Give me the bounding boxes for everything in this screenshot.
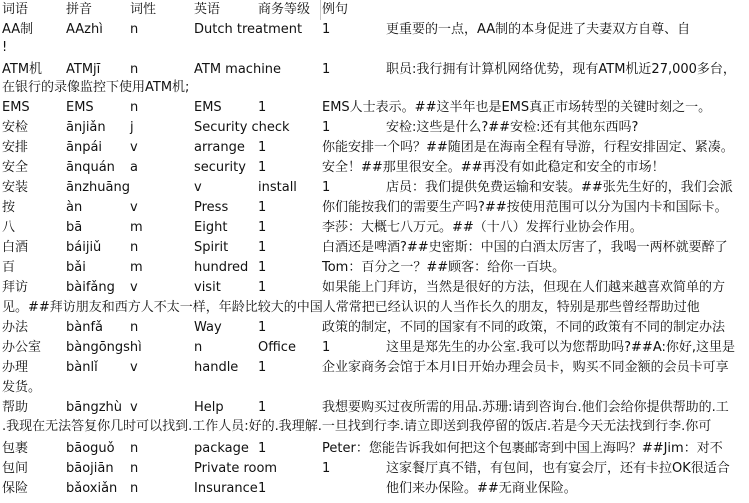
cell-pinyin[interactable]: àn	[66, 200, 83, 215]
cell-english[interactable]: install	[258, 180, 297, 195]
cell-english[interactable]: Way	[194, 320, 222, 335]
table-row	[0, 60, 749, 80]
table-row	[0, 258, 749, 278]
table-row	[0, 278, 749, 298]
cell-word[interactable]: 八	[2, 220, 16, 235]
cell-pinyin[interactable]: bā	[66, 220, 83, 235]
cell-example-continued: !	[2, 40, 8, 55]
cell-pinyin[interactable]: báijiǔ	[66, 240, 102, 255]
table-row	[0, 198, 749, 218]
cell-level[interactable]: 1	[258, 280, 267, 295]
cell-pinyin[interactable]: ānzhuāng	[66, 180, 130, 195]
cell-example[interactable]: 这家餐厅真不错，有包间，也有宴会厅，还有卡拉OK很适合	[386, 461, 730, 476]
cell-pos[interactable]: v	[130, 200, 138, 215]
cell-level[interactable]: 1	[258, 441, 267, 456]
cell-pos[interactable]: v	[194, 180, 202, 195]
cell-word[interactable]: EMS	[2, 100, 30, 115]
cell-pinyin[interactable]: bāoguǒ	[66, 441, 115, 456]
header-cell-english[interactable]: 英语	[194, 2, 221, 17]
cell-level[interactable]: 1	[258, 160, 267, 175]
cell-pos[interactable]: n	[130, 461, 139, 476]
cell-pinyin[interactable]: bāojiān	[66, 461, 114, 476]
cell-example-continued: 在银行的录像监控下使用ATM机;	[2, 80, 190, 95]
cell-word[interactable]: AA制	[2, 22, 34, 37]
cell-english[interactable]: ATM machine	[194, 62, 282, 77]
table-row-wrap	[0, 417, 749, 437]
table-row	[0, 178, 749, 198]
cell-level[interactable]: 1	[258, 200, 267, 215]
cell-pinyin[interactable]: AAzhì	[66, 22, 103, 37]
cell-example[interactable]: 你们能按我们的需要生产吗?##按使用范围可以分为国内卡和国际卡。	[322, 200, 728, 215]
cell-example[interactable]: 你能安排一个吗？##随团是在海南全程有导游，行程安排固定、紧凑。	[322, 140, 734, 155]
cell-pinyin[interactable]: bànfǎ	[66, 320, 104, 335]
cell-pos[interactable]: v	[130, 400, 138, 415]
cell-word[interactable]: 办理	[2, 360, 29, 375]
cell-level[interactable]: 1	[258, 100, 267, 115]
cell-word[interactable]: 安排	[2, 140, 29, 155]
table-row	[0, 479, 749, 499]
header-cell-word[interactable]: 词语	[2, 2, 29, 17]
table-row	[0, 20, 749, 40]
cell-word[interactable]: 帮助	[2, 400, 29, 415]
table-row	[0, 118, 749, 138]
cell-level[interactable]: 1	[258, 260, 267, 275]
cell-pinyin[interactable]: bàngōngshì	[66, 340, 142, 355]
cell-example[interactable]: Peter：您能告诉我如何把这个包裹邮寄到中国上海吗？##Jim：对不	[322, 441, 723, 456]
cell-pos[interactable]: v	[130, 280, 138, 295]
cell-pos[interactable]: n	[194, 340, 203, 355]
cell-level[interactable]: 1	[258, 400, 267, 415]
cell-pinyin[interactable]: ānquán	[66, 160, 115, 175]
cell-word[interactable]: 安检	[2, 120, 29, 135]
table-row	[0, 439, 749, 459]
cell-pinyin[interactable]: bàifǎng	[66, 280, 115, 295]
cell-example[interactable]: 职员:我行拥有计算机网络优势，现有ATM机近27,000多台，	[386, 62, 736, 77]
cell-english[interactable]: handle	[194, 360, 239, 375]
table-row	[0, 338, 749, 358]
table-row-wrap	[0, 298, 749, 318]
cell-pinyin[interactable]: bǎi	[66, 260, 86, 275]
cell-example[interactable]: 政策的制定，不同的国家有不同的政策，不同的政策有不同的制定办法	[322, 320, 726, 335]
cell-example[interactable]: EMS人士表示。##这半年也是EMS真正市场转型的关键时刻之一。	[322, 100, 712, 115]
table-row-wrap	[0, 78, 749, 98]
cell-pos[interactable]: a	[130, 160, 138, 175]
cell-example[interactable]: 安检:这些是什么?##安检:还有其他东西吗?	[386, 120, 639, 135]
header-cell-pinyin[interactable]: 拼音	[66, 2, 93, 17]
table-row	[0, 138, 749, 158]
cell-english[interactable]: EMS	[194, 100, 222, 115]
cell-pos[interactable]: n	[130, 62, 139, 77]
cell-level[interactable]: 1	[258, 140, 267, 155]
cell-level[interactable]: 1	[322, 340, 331, 355]
cell-word[interactable]: 包裹	[2, 441, 29, 456]
table-row-wrap	[0, 378, 749, 398]
cell-english[interactable]: Dutch treatment	[194, 22, 303, 37]
cell-level[interactable]: 1	[258, 360, 267, 375]
cell-example[interactable]: 企业家商务会馆于本月l日开始办理会员卡，购买不同金额的会员卡可享	[322, 360, 729, 375]
cell-level[interactable]: 1	[258, 220, 267, 235]
cell-pinyin[interactable]: bāngzhù	[66, 400, 123, 415]
header-row	[0, 0, 749, 20]
cell-level[interactable]: 1	[258, 320, 267, 335]
cell-example[interactable]: 更重要的一点，AA制的本身促进了夫妻双方自尊、自	[386, 22, 691, 37]
cell-pos[interactable]: n	[130, 481, 139, 496]
table-row	[0, 158, 749, 178]
table-row	[0, 238, 749, 258]
cell-word[interactable]: 办法	[2, 320, 29, 335]
cell-pos[interactable]: n	[130, 441, 139, 456]
cell-example-continued: 发货。	[2, 380, 42, 395]
cell-pos[interactable]: m	[130, 220, 143, 235]
cell-level[interactable]: 1	[322, 22, 331, 37]
cell-english[interactable]: Eight	[194, 220, 228, 235]
cell-english[interactable]: visit	[194, 280, 221, 295]
cell-pos[interactable]: n	[130, 240, 139, 255]
cell-english[interactable]: Spirit	[194, 240, 229, 255]
cell-pos[interactable]: v	[130, 140, 138, 155]
cell-level[interactable]: 1	[322, 120, 331, 135]
cell-level[interactable]: 1	[322, 180, 331, 195]
cell-example[interactable]: 李莎：大概七八万元。##（十八）发挥行业协会作用。	[322, 220, 643, 235]
cell-example[interactable]: 白酒还是啤酒?##史密斯：中国的白酒太厉害了，我喝一两杯就要醉了	[322, 240, 728, 255]
table-row	[0, 459, 749, 479]
cell-english[interactable]: security	[194, 160, 246, 175]
cell-english[interactable]: Office	[258, 340, 296, 355]
cell-pinyin[interactable]: ānpái	[66, 140, 103, 155]
cell-pinyin[interactable]: EMS	[66, 100, 94, 115]
cell-word[interactable]: 保险	[2, 481, 29, 496]
cell-example[interactable]: 他们来办保险。##无商业保险。	[386, 481, 577, 496]
cell-example[interactable]: 我想要购买过夜所需的用品.苏珊:请到咨询台.他们会给你提供帮助的.工	[322, 400, 729, 415]
cell-pos[interactable]: n	[130, 22, 139, 37]
cell-example[interactable]: Tom：百分之一？##顾客：给你一百块。	[322, 260, 566, 275]
cell-level[interactable]: 1	[322, 62, 331, 77]
cell-pinyin[interactable]: ATMjī	[66, 62, 101, 77]
table-row	[0, 98, 749, 118]
cell-pos[interactable]: m	[130, 260, 143, 275]
cell-example[interactable]: 这里是郑先生的办公室.我可以为您帮助吗?##A:你好,这里是	[386, 340, 735, 355]
cell-english[interactable]: Security check	[194, 120, 290, 135]
cell-english[interactable]: package	[194, 441, 249, 456]
cell-english[interactable]: Press	[194, 200, 229, 215]
cell-level[interactable]: 1	[322, 461, 331, 476]
cell-pinyin[interactable]: ānjiǎn	[66, 120, 106, 135]
table-row	[0, 398, 749, 418]
cell-word[interactable]: 安全	[2, 160, 29, 175]
cell-word[interactable]: 按	[2, 200, 16, 215]
cell-english[interactable]: Help	[194, 400, 224, 415]
cell-word[interactable]: ATM机	[2, 62, 43, 77]
cell-word[interactable]: 百	[2, 260, 16, 275]
cell-word[interactable]: 拜访	[2, 280, 29, 295]
header-cell-level[interactable]: 商务等级	[258, 2, 311, 17]
cell-english[interactable]: Private room	[194, 461, 278, 476]
cell-pos[interactable]: v	[130, 360, 138, 375]
column-divider	[320, 0, 321, 20]
cell-word[interactable]: 包间	[2, 461, 29, 476]
cell-word[interactable]: 安装	[2, 180, 29, 195]
header-cell-pos[interactable]: 词性	[130, 2, 157, 17]
table-row-wrap	[0, 38, 749, 58]
cell-example[interactable]: 店员：我们提供免费运输和安装。##张先生好的，我们会派	[386, 180, 733, 195]
cell-example[interactable]: 安全！##那里很安全。##再没有如此稳定和安全的市场！	[322, 160, 665, 175]
cell-pos[interactable]: n	[130, 320, 139, 335]
cell-example[interactable]: 如果能上门拜访，当然是很好的方法，但现在人们越来越喜欢简单的方	[322, 280, 726, 295]
cell-english[interactable]: hundred	[194, 260, 249, 275]
table-row	[0, 218, 749, 238]
header-cell-example[interactable]: 例句	[322, 2, 349, 17]
cell-level[interactable]: 1	[258, 240, 267, 255]
cell-pinyin[interactable]: bǎoxiǎn	[66, 481, 118, 496]
cell-pinyin[interactable]: bànlǐ	[66, 360, 98, 375]
cell-english[interactable]: arrange	[194, 140, 245, 155]
cell-word[interactable]: 办公室	[2, 340, 42, 355]
cell-pos[interactable]: n	[130, 100, 139, 115]
cell-example-continued: .我现在无法答复你几时可以找到.工作人员:好的.我理解.一旦找到行李.请立即送到我停留的饭店.若是今天无法找到行李.你可	[2, 419, 712, 434]
cell-word[interactable]: 白酒	[2, 240, 29, 255]
table-row	[0, 318, 749, 338]
cell-pos[interactable]: j	[130, 120, 134, 135]
table-row	[0, 358, 749, 378]
cell-level[interactable]: 1	[258, 481, 267, 496]
cell-english[interactable]: Insurance	[194, 481, 258, 496]
cell-example-continued: 见。##拜访朋友和西方人不太一样，年龄比较大的中国人常常把已经认识的人当作长久的朋友，特别是那些曾经帮助过他	[2, 300, 700, 315]
